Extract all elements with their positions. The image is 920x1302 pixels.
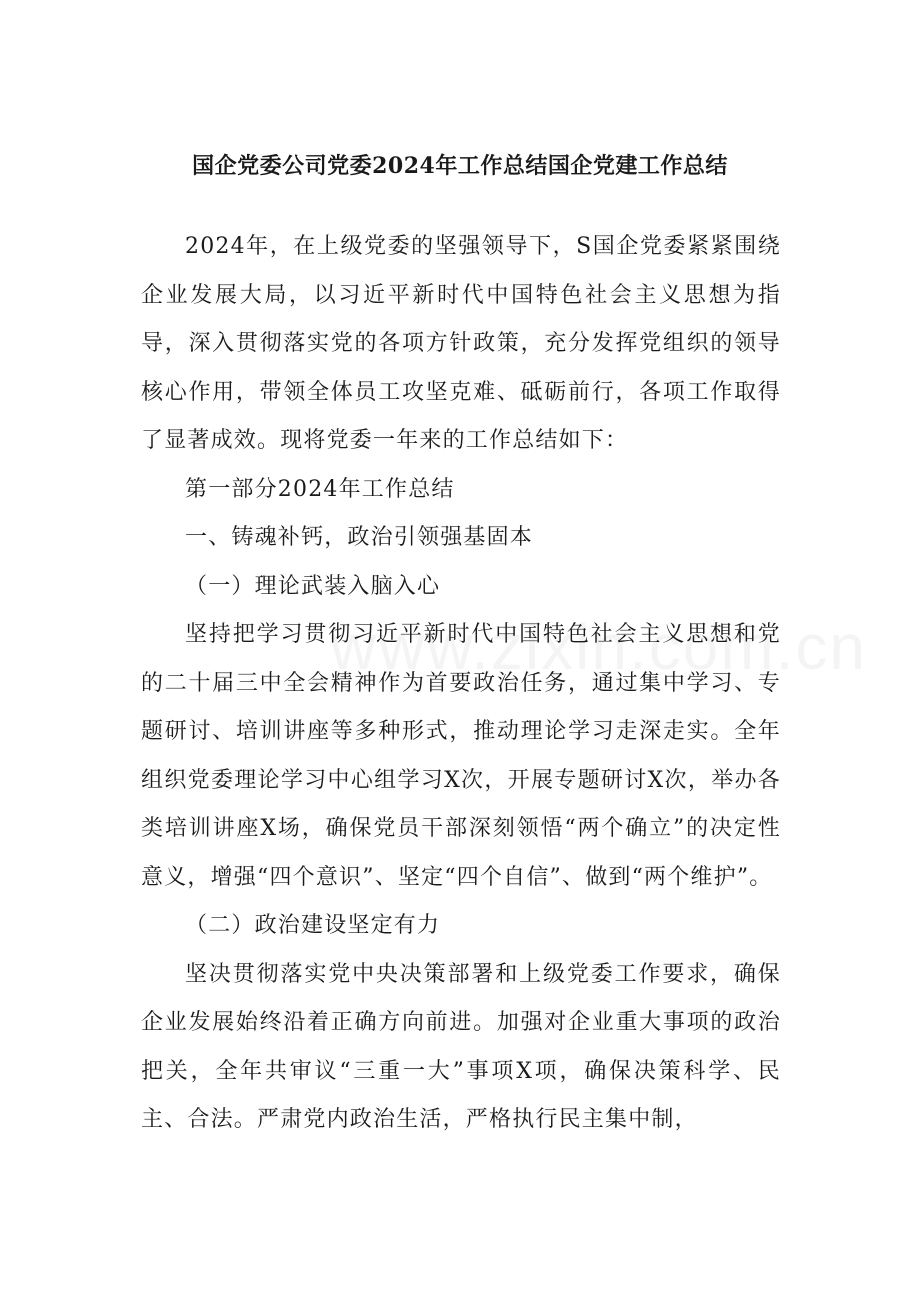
body-paragraph: 坚持把学习贯彻习近平新时代中国特色社会主义思想和党的二十届三中全会精神作为首要政治任务，通过集中学习、专题研讨、培训讲座等多种形式，推动理论学习走深走实。全年组织党委理论学习中心组学习X次，开展专题研讨X次，举办各类培训讲座X场，确保党员干部深刻领悟“两个确立”的决定性意义，增强“四个意识”、坚定“四个自信”、做到“两个维护”。 (141, 622, 781, 890)
document-title: 国企党委公司党委2024年工作总结国企党建工作总结 (192, 153, 728, 179)
body-paragraph: 坚决贯彻落实党中央决策部署和上级党委工作要求，确保企业发展始终沿着正确方向前进。加强对企业重大事项的政治把关，全年共审议“三重一大”事项X项，确保决策科学、民主、合法。严肃党内政治生活，严格执行民主集中制， (141, 961, 781, 1132)
subsection-heading: （二）政治建设坚定有力 (185, 913, 441, 938)
section-heading: 一、铸魂补钙，政治引领强基固本 (185, 525, 534, 550)
part-heading: 第一部分2024年工作总结 (185, 476, 455, 502)
subsection-heading: （一）理论武装入脑入心 (185, 573, 441, 599)
document-body (141, 223, 781, 1145)
intro-paragraph: 2024年，在上级党委的坚强领导下，S国企党委紧紧围绕企业发展大局，以习近平新时代中国特色社会主义思想为指导，深入贯彻落实党的各项方针政策，充分发挥党组织的领导核心作用，带领全体员工攻坚克难、砥砺前行，各项工作取得了显著成效。现将党委一年来的工作总结如下： (141, 234, 781, 453)
